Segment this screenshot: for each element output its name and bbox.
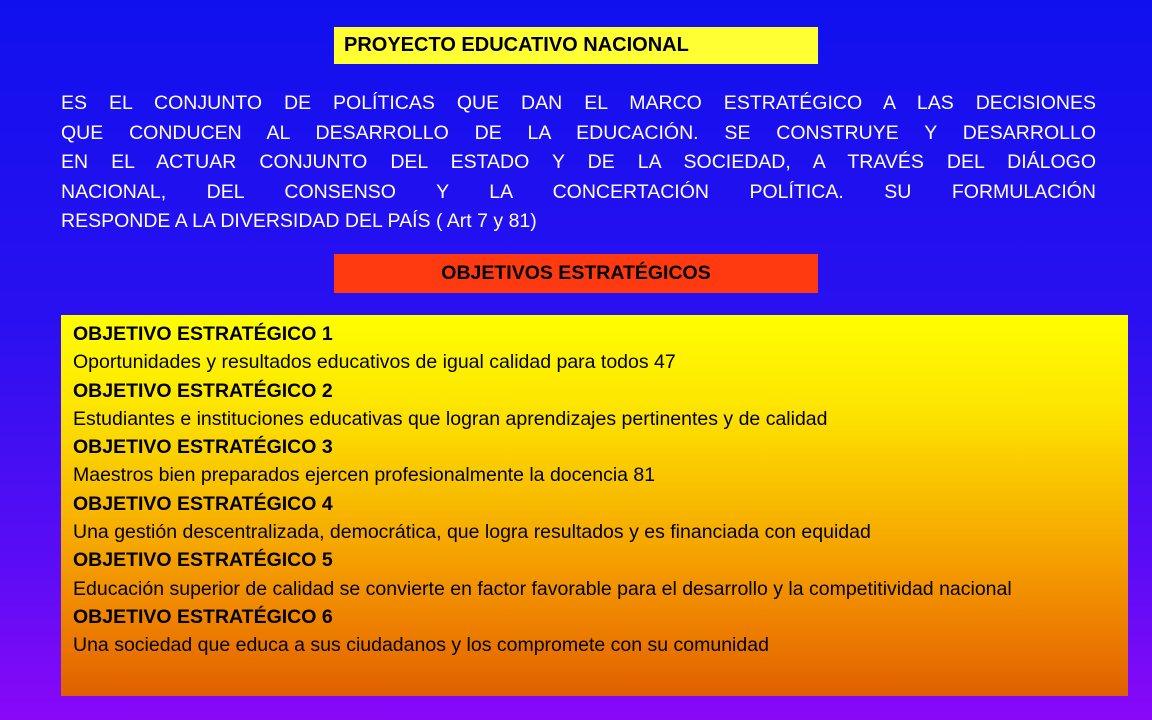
intro-line: EN EL ACTUAR CONJUNTO DEL ESTADO Y DE LA SOCIEDAD, A TRAVÉS DEL DIÁLOGO bbox=[61, 151, 1096, 174]
objective-label: OBJETIVO ESTRATÉGICO 1 bbox=[73, 323, 333, 345]
intro-paragraph bbox=[61, 89, 1096, 237]
objective-text: Estudiantes e instituciones educativas que logran aprendizajes pertinentes y de calidad bbox=[73, 407, 828, 430]
intro-line: RESPONDE A LA DIVERSIDAD DEL PAÍS ( Art 7 y 81) bbox=[61, 210, 537, 233]
intro-line: NACIONAL, DEL CONSENSO Y LA CONCERTACIÓN POLÍTICA. SU FORMULACIÓN bbox=[61, 180, 1096, 203]
objective-label: OBJETIVO ESTRATÉGICO 5 bbox=[73, 549, 333, 572]
objective-label: OBJETIVO ESTRATÉGICO 4 bbox=[73, 492, 333, 515]
objective-label: OBJETIVO ESTRATÉGICO 2 bbox=[73, 379, 333, 402]
objective-label: OBJETIVO ESTRATÉGICO 6 bbox=[73, 605, 333, 628]
objective-text: Una gestión descentralizada, democrática, que logra resultados y es financiada con equidad bbox=[73, 521, 871, 544]
objective-text: Una sociedad que educa a sus ciudadanos y los compromete con su comunidad bbox=[73, 634, 769, 657]
objectives-header: OBJETIVOS ESTRATÉGICOS bbox=[334, 254, 818, 293]
objective-text: Maestros bien preparados ejercen profesionalmente la docencia 81 bbox=[73, 464, 656, 487]
intro-line: QUE CONDUCEN AL DESARROLLO DE LA EDUCACIÓN. SE CONSTRUYE Y DESARROLLO bbox=[61, 121, 1096, 144]
objective-text: Oportunidades y resultados educativos de igual calidad para todos 47 bbox=[73, 351, 676, 374]
objective-label: OBJETIVO ESTRATÉGICO 3 bbox=[73, 436, 333, 459]
page-title: PROYECTO EDUCATIVO NACIONAL bbox=[334, 27, 818, 64]
intro-line: ES EL CONJUNTO DE POLÍTICAS QUE DAN EL MARCO ESTRATÉGICO A LAS DECISIONES bbox=[61, 92, 1096, 114]
objectives-list bbox=[61, 315, 1128, 696]
objective-text: Educación superior de calidad se convierte en factor favorable para el desarrollo y la competitividad nacional bbox=[73, 577, 1012, 600]
